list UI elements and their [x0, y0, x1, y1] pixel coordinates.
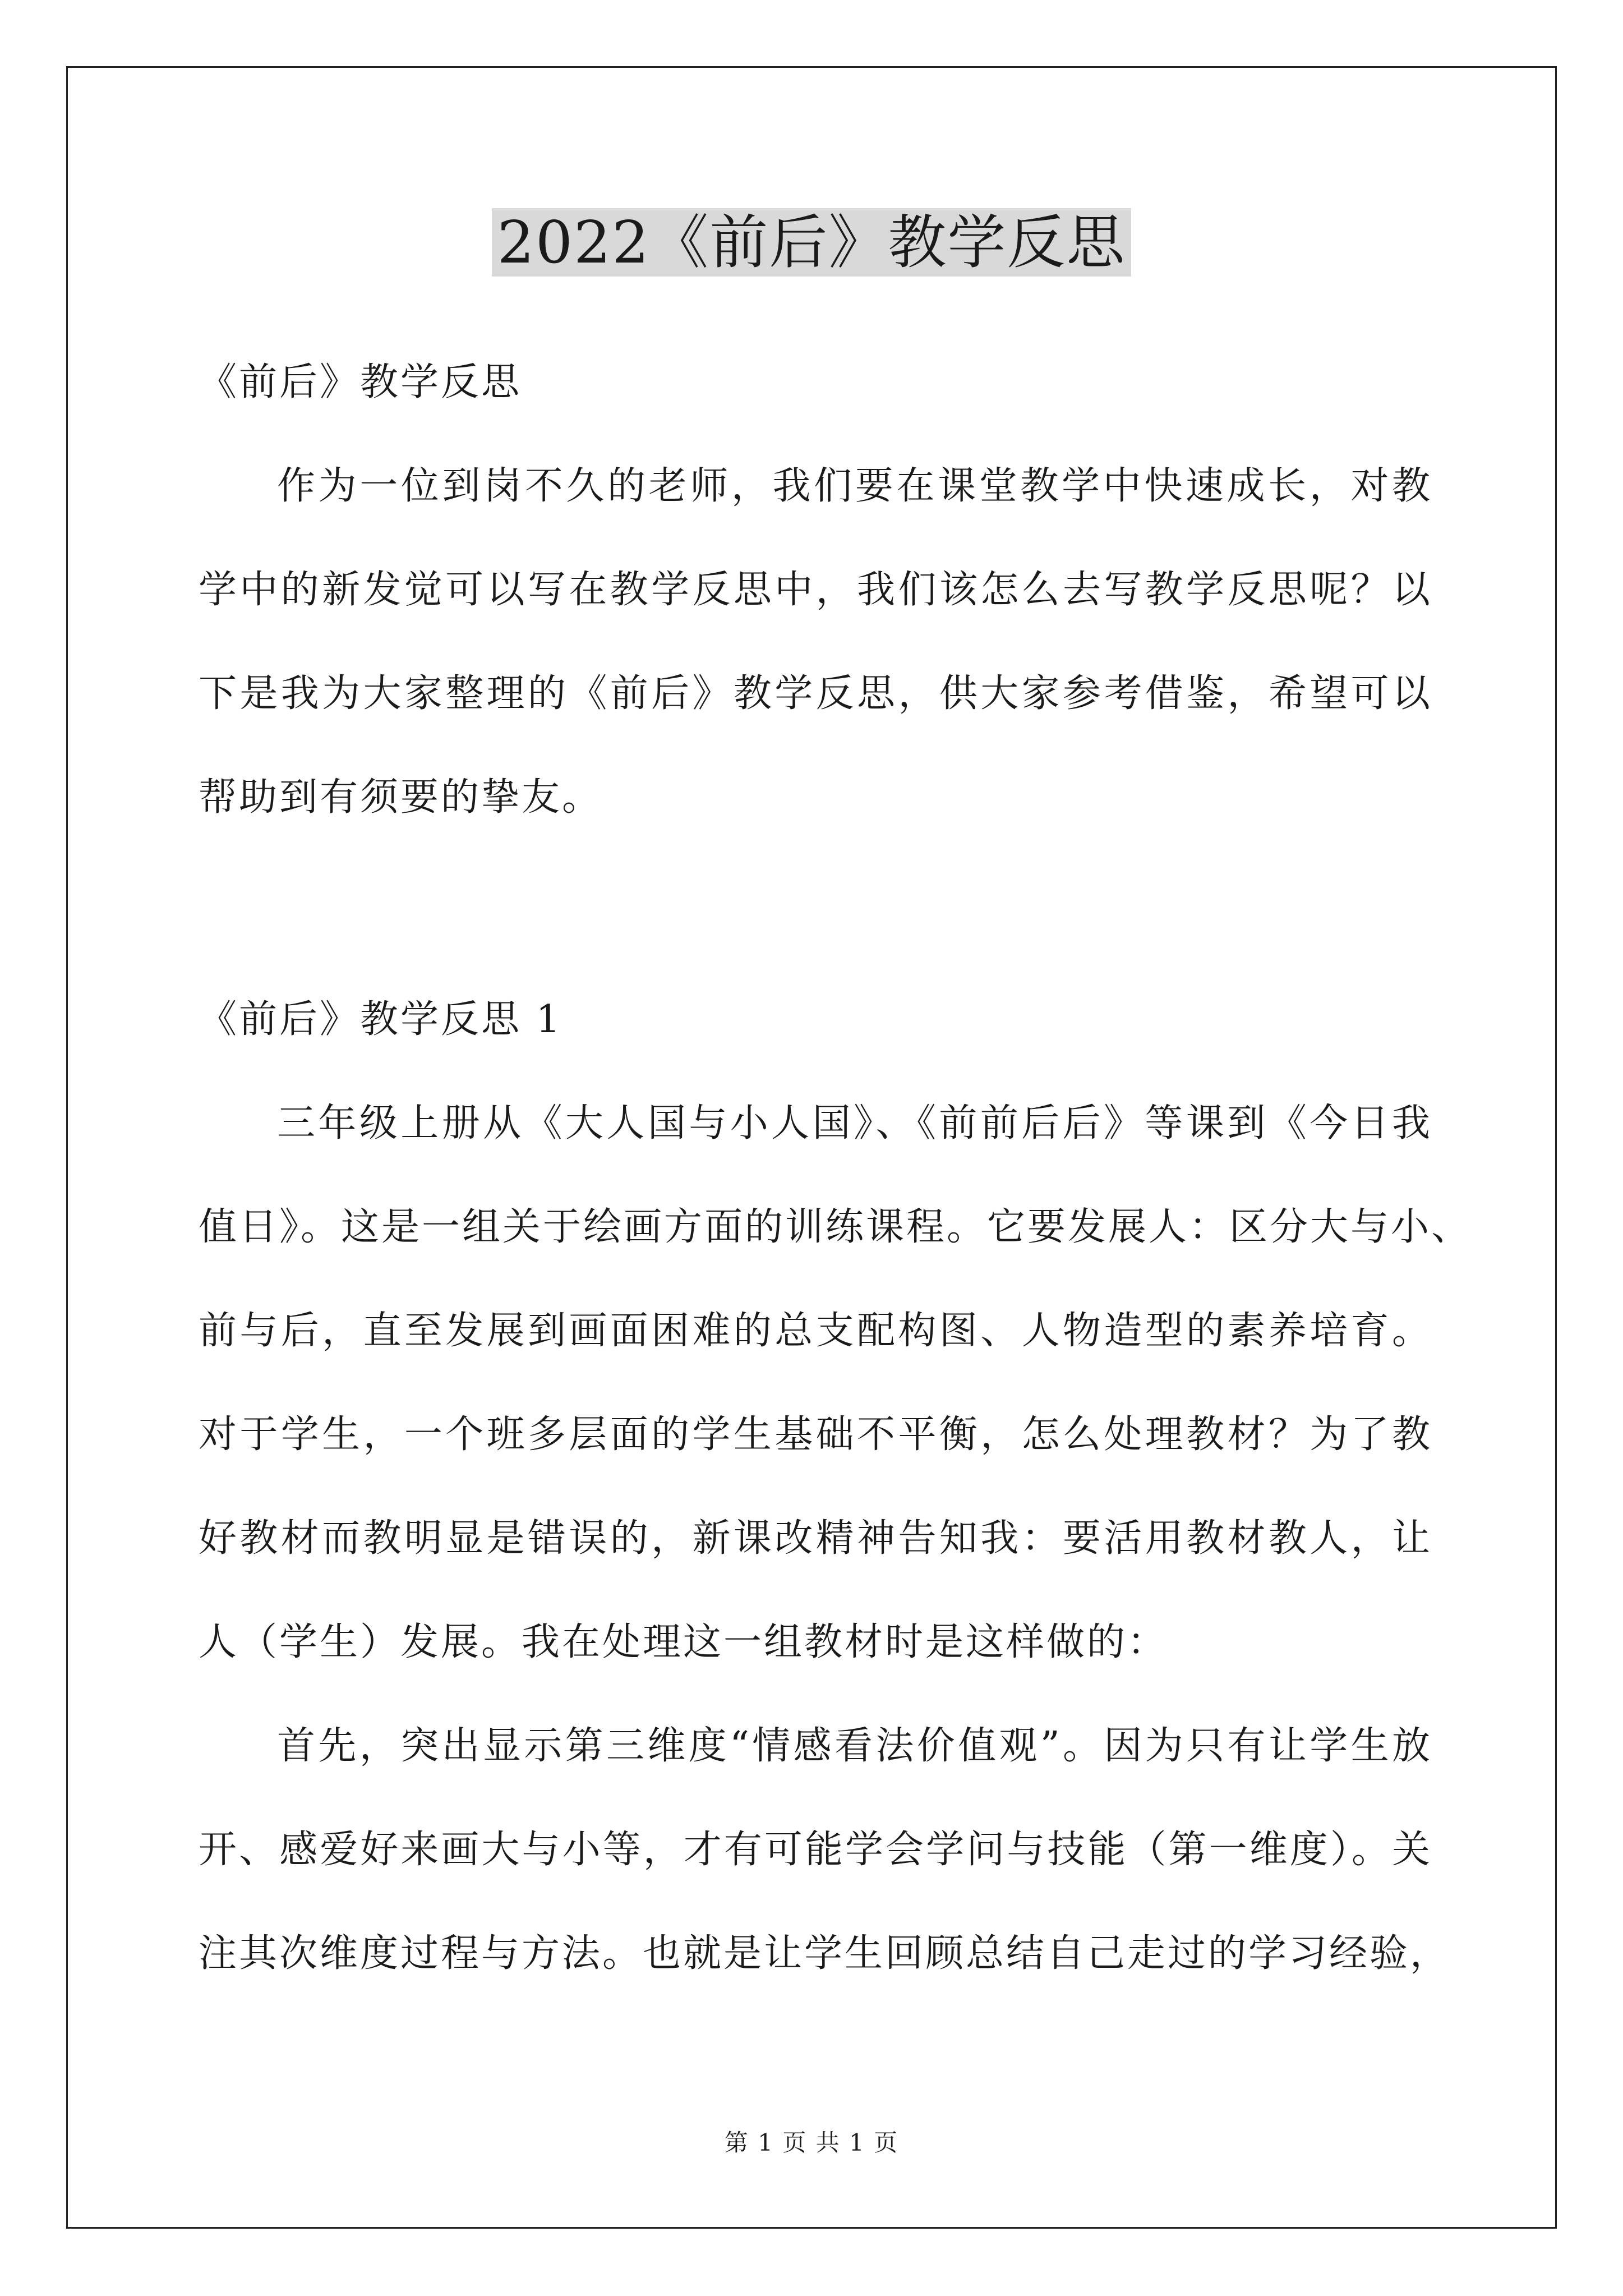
paragraph-line: 下是我为大家整理的《前后》教学反思，供大家参考借鉴，希望可以 [199, 671, 1432, 716]
paragraph-line: 对于学生，一个班多层面的学生基础不平衡，怎么处理教材？为了教 [199, 1412, 1432, 1457]
paragraph-line: 三年级上册从《大人国与小人国》、《前前后后》等课到《今日我 [277, 1101, 1432, 1145]
document-title [0, 201, 1623, 284]
paragraph-line: 首先，突出显示第三维度“情感看法价值观”。因为只有让学生放 [277, 1724, 1432, 1768]
paragraph-line: 作为一位到岗不久的老师，我们要在课堂教学中快速成长，对教 [277, 464, 1432, 508]
paragraph-line: 帮助到有须要的挚友。 [199, 775, 603, 820]
intro-heading: 《前后》教学反思 [199, 360, 522, 404]
page-footer: 第 1 页 共 1 页 [724, 2129, 899, 2156]
paragraph-line: 好教材而教明显是错误的，新课改精神告知我：要活用教材教人，让 [199, 1516, 1432, 1561]
paragraph-line: 注其次维度过程与方法。也就是让学生回顾总结自己走过的学习经验， [199, 1931, 1451, 1976]
paragraph-line: 人（学生）发展。我在处理这一组教材时是这样做的： [199, 1620, 1168, 1664]
document-title-text: 2022《前后》教学反思 [492, 208, 1132, 277]
paragraph-line: 前与后，直至发展到画面困难的总支配构图、人物造型的素养培育。 [199, 1309, 1432, 1353]
paragraph-line: 学中的新发觉可以写在教学反思中，我们该怎么去写教学反思呢？以 [199, 568, 1432, 612]
paragraph-line: 开、感爱好来画大与小等，才有可能学会学问与技能（第一维度）。关 [199, 1828, 1432, 1872]
paragraph-line: 值日》。这是一组关于绘画方面的训练课程。它要发展人：区分大与小、 [199, 1205, 1472, 1249]
section-heading: 《前后》教学反思 1 [199, 997, 562, 1042]
